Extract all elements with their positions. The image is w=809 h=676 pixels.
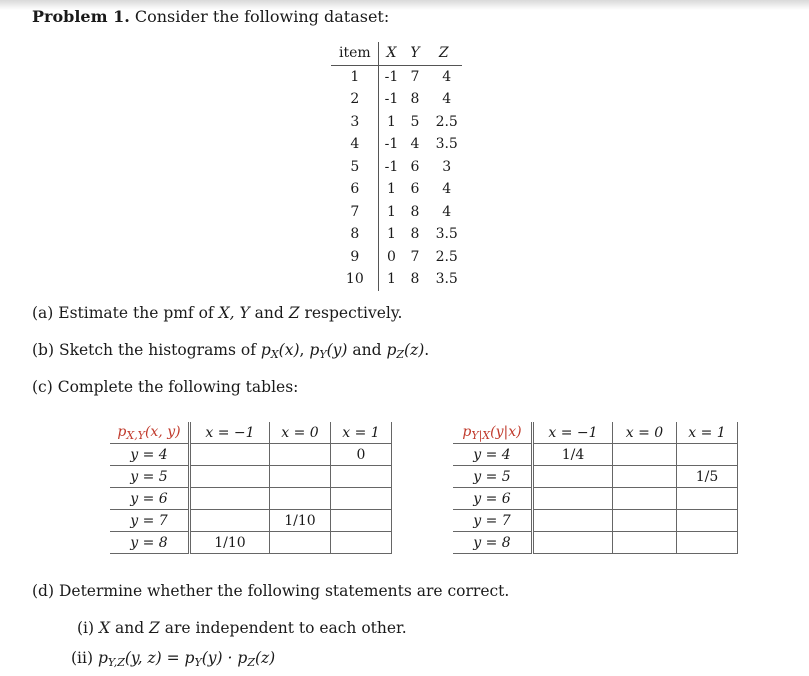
dataset-row — [331, 65, 462, 88]
joint-cell[interactable] — [331, 510, 392, 532]
joint-cell[interactable] — [270, 488, 331, 510]
cond-row — [453, 444, 738, 466]
cond-cell[interactable] — [533, 532, 613, 554]
dataset-header-y: Y — [404, 42, 425, 65]
joint-row — [110, 466, 392, 488]
joint-cell[interactable] — [331, 466, 392, 488]
pmf-x-sub: X — [270, 348, 279, 361]
joint-cell[interactable] — [190, 466, 270, 488]
dataset-header-z: Z — [426, 42, 462, 65]
dataset-item-cell: 2 — [331, 88, 378, 111]
joint-cell[interactable] — [270, 466, 331, 488]
joint-row-label: y = 8 — [110, 532, 190, 554]
dataset-y-cell: 6 — [410, 181, 420, 198]
dataset-item-cell: 9 — [331, 246, 378, 269]
cond-row-label: y = 6 — [453, 488, 533, 510]
part-a — [32, 304, 402, 322]
cond-row — [453, 532, 738, 554]
dataset-x-cell: -1 — [384, 136, 399, 153]
joint-cell[interactable] — [331, 488, 392, 510]
cond-cell[interactable] — [677, 532, 738, 554]
part-d-i-post: are independent to each other. — [159, 619, 407, 637]
dataset-x-cell: 1 — [387, 113, 396, 130]
part-d-ii — [71, 649, 275, 669]
joint-row-label: y = 5 — [110, 466, 190, 488]
joint-corner-p: p — [117, 423, 127, 440]
cond-cell[interactable] — [677, 488, 738, 510]
cond-col-header: x = 0 — [613, 422, 677, 444]
cond-cell[interactable] — [613, 488, 677, 510]
joint-row-label: y = 7 — [110, 510, 190, 532]
joint-col-header: x = −1 — [190, 422, 270, 444]
dataset-header-x: X — [378, 42, 404, 65]
dataset-y-cell: 8 — [410, 203, 420, 220]
dataset-z-cell: 4 — [442, 68, 452, 85]
dataset-x-cell: -1 — [384, 68, 399, 85]
joint-cell[interactable] — [190, 488, 270, 510]
cond-corner-sub: Y|X — [471, 428, 491, 442]
joint-corner-sub: X,Y — [126, 428, 145, 442]
pmf-x-symbol: p — [260, 341, 271, 359]
joint-table-corner — [110, 422, 190, 444]
joint-header-row — [110, 422, 392, 444]
dataset-y-cell: 4 — [410, 136, 420, 153]
dataset-row — [331, 246, 462, 269]
joint-row-label: y = 4 — [110, 444, 190, 466]
dataset-row — [331, 111, 462, 134]
part-d-i-label: (i) — [77, 619, 95, 637]
dataset-x-cell: 1 — [387, 226, 396, 243]
dataset-row — [331, 156, 462, 179]
dataset-x-cell: -1 — [384, 91, 399, 108]
cond-table-body — [453, 444, 738, 554]
cond-cell[interactable] — [613, 510, 677, 532]
pmf-y-symbol: p — [309, 341, 320, 359]
dataset-row — [331, 88, 462, 111]
cond-cell[interactable] — [677, 510, 738, 532]
pmf-z2-sub: Z — [247, 656, 255, 669]
cond-header-row — [453, 422, 738, 444]
cond-cell[interactable] — [613, 444, 677, 466]
cond-cell[interactable] — [533, 466, 613, 488]
part-a-label: (a) — [32, 304, 54, 322]
dataset-z-cell: 4 — [442, 181, 452, 198]
joint-cell[interactable] — [270, 532, 331, 554]
cond-corner-args: (y|x) — [490, 423, 522, 440]
cond-table-corner — [453, 422, 533, 444]
dataset-x-cell: 1 — [387, 181, 396, 198]
dataset-x-cell: -1 — [384, 158, 399, 175]
dataset-row — [331, 268, 462, 291]
cond-row-label: y = 5 — [453, 466, 533, 488]
cond-row-label: y = 8 — [453, 532, 533, 554]
part-a-post: respectively. — [299, 304, 403, 322]
cond-cell[interactable] — [677, 444, 738, 466]
part-d-i-var-x: X — [99, 619, 111, 637]
problem-intro: Consider the following dataset: — [134, 7, 390, 26]
joint-pmf-yz-args: (y, z) = — [124, 649, 185, 667]
joint-pmf-yz-sub: Y,Z — [107, 656, 125, 669]
dataset-item-cell: 6 — [331, 178, 378, 201]
dataset-row — [331, 178, 462, 201]
cond-col-header: x = 1 — [677, 422, 738, 444]
dataset-row — [331, 223, 462, 246]
pmf-x-arg: (x) — [278, 341, 300, 359]
pmf-y-sub: Y — [319, 348, 327, 361]
joint-pmf-yz-symbol: p — [97, 649, 108, 667]
joint-row-label: y = 6 — [110, 488, 190, 510]
joint-row — [110, 510, 392, 532]
part-a-mid: and — [249, 304, 289, 322]
dataset-z-cell: 4 — [442, 203, 452, 220]
dataset-item-cell: 7 — [331, 201, 378, 224]
pmf-z2-symbol: p — [237, 649, 248, 667]
pmf-y2-sub: Y — [194, 656, 202, 669]
dataset-z-cell: 3.5 — [435, 271, 458, 288]
part-b-post: . — [424, 341, 430, 359]
dataset-item-cell: 3 — [331, 111, 378, 134]
part-a-var-xy: X, Y — [218, 304, 250, 322]
cond-row-label: y = 7 — [453, 510, 533, 532]
joint-cell[interactable]: 1/10 — [190, 532, 270, 554]
joint-cell[interactable] — [190, 444, 270, 466]
pmf-y2-symbol: p — [184, 649, 195, 667]
joint-pmf-table — [110, 422, 392, 554]
pmf-z-symbol: p — [386, 341, 397, 359]
dataset-x-cell: 1 — [387, 271, 396, 288]
part-d-i-mid: and — [110, 619, 150, 637]
dataset-x-cell: 1 — [387, 203, 396, 220]
cond-cell[interactable]: 1/5 — [677, 466, 738, 488]
joint-table-body — [110, 444, 392, 554]
part-d-text: Determine whether the following statements are correct. — [58, 582, 510, 600]
cond-cell[interactable] — [533, 488, 613, 510]
joint-cell[interactable]: 0 — [331, 444, 392, 466]
dataset-z-cell: 3 — [442, 158, 452, 175]
dataset-y-cell: 7 — [410, 248, 420, 265]
dataset-row — [331, 133, 462, 156]
pmf-z-arg: (z) — [404, 341, 425, 359]
pmf-z2-arg: (z) — [254, 649, 276, 667]
cond-corner-p: p — [462, 423, 472, 440]
cond-col-header: x = −1 — [533, 422, 613, 444]
dataset-item-cell: 4 — [331, 133, 378, 156]
part-b-sep1: , — [299, 341, 310, 359]
problem-label: Problem 1. — [32, 7, 130, 26]
pmf-z-sub: Z — [396, 348, 405, 361]
dataset-y-cell: 8 — [410, 226, 420, 243]
part-b — [32, 341, 429, 361]
pmf-y-arg: (y) — [326, 341, 348, 359]
cond-row — [453, 466, 738, 488]
problem-heading — [32, 7, 389, 26]
dataset-x-cell: 0 — [387, 248, 396, 265]
part-a-text: Estimate the pmf of — [58, 304, 219, 322]
joint-cell[interactable] — [190, 510, 270, 532]
dataset-table — [331, 42, 462, 291]
cond-cell[interactable] — [613, 532, 677, 554]
joint-cell[interactable] — [331, 532, 392, 554]
joint-col-header: x = 0 — [270, 422, 331, 444]
part-c-label: (c) — [32, 378, 53, 396]
dataset-header-row — [331, 42, 462, 65]
joint-corner-args: (x, y) — [144, 423, 181, 440]
dataset-item-cell: 10 — [331, 268, 378, 291]
joint-col-header: x = 1 — [331, 422, 392, 444]
dataset-item-cell: 8 — [331, 223, 378, 246]
pmf-y2-arg: (y) · — [201, 649, 238, 667]
dataset-item-cell: 1 — [331, 65, 378, 88]
conditional-pmf-table — [453, 422, 738, 554]
dataset-header-item: item — [331, 42, 378, 65]
cond-cell[interactable] — [613, 466, 677, 488]
joint-row — [110, 532, 392, 554]
cond-row — [453, 488, 738, 510]
dataset-y-cell: 7 — [410, 68, 420, 85]
dataset-y-cell: 5 — [410, 113, 420, 130]
joint-cell[interactable] — [270, 444, 331, 466]
part-c-text: Complete the following tables: — [57, 378, 299, 396]
dataset-z-cell: 2.5 — [435, 113, 458, 130]
cond-row-label: y = 4 — [453, 444, 533, 466]
part-a-var-z: Z — [288, 304, 300, 322]
part-d — [32, 582, 509, 600]
part-d-i — [77, 619, 407, 637]
part-b-label: (b) — [32, 341, 55, 359]
part-d-i-var-z: Z — [149, 619, 160, 637]
cond-cell[interactable]: 1/4 — [533, 444, 613, 466]
dataset-y-cell: 8 — [410, 91, 420, 108]
part-b-sep2: and — [347, 341, 387, 359]
dataset-z-cell: 2.5 — [435, 248, 458, 265]
dataset-z-cell: 4 — [442, 91, 452, 108]
cond-cell[interactable] — [533, 510, 613, 532]
dataset-z-cell: 3.5 — [435, 226, 458, 243]
part-d-label: (d) — [32, 582, 55, 600]
part-d-ii-label: (ii) — [71, 649, 94, 667]
dataset-item-cell: 5 — [331, 156, 378, 179]
dataset-z-cell: 3.5 — [435, 136, 458, 153]
dataset-row — [331, 201, 462, 224]
cond-row — [453, 510, 738, 532]
joint-cell[interactable]: 1/10 — [270, 510, 331, 532]
dataset-body — [331, 65, 462, 291]
joint-row — [110, 444, 392, 466]
part-b-text: Sketch the histograms of — [58, 341, 261, 359]
dataset-y-cell: 6 — [410, 158, 420, 175]
part-c — [32, 378, 298, 396]
joint-row — [110, 488, 392, 510]
dataset-y-cell: 8 — [410, 271, 420, 288]
